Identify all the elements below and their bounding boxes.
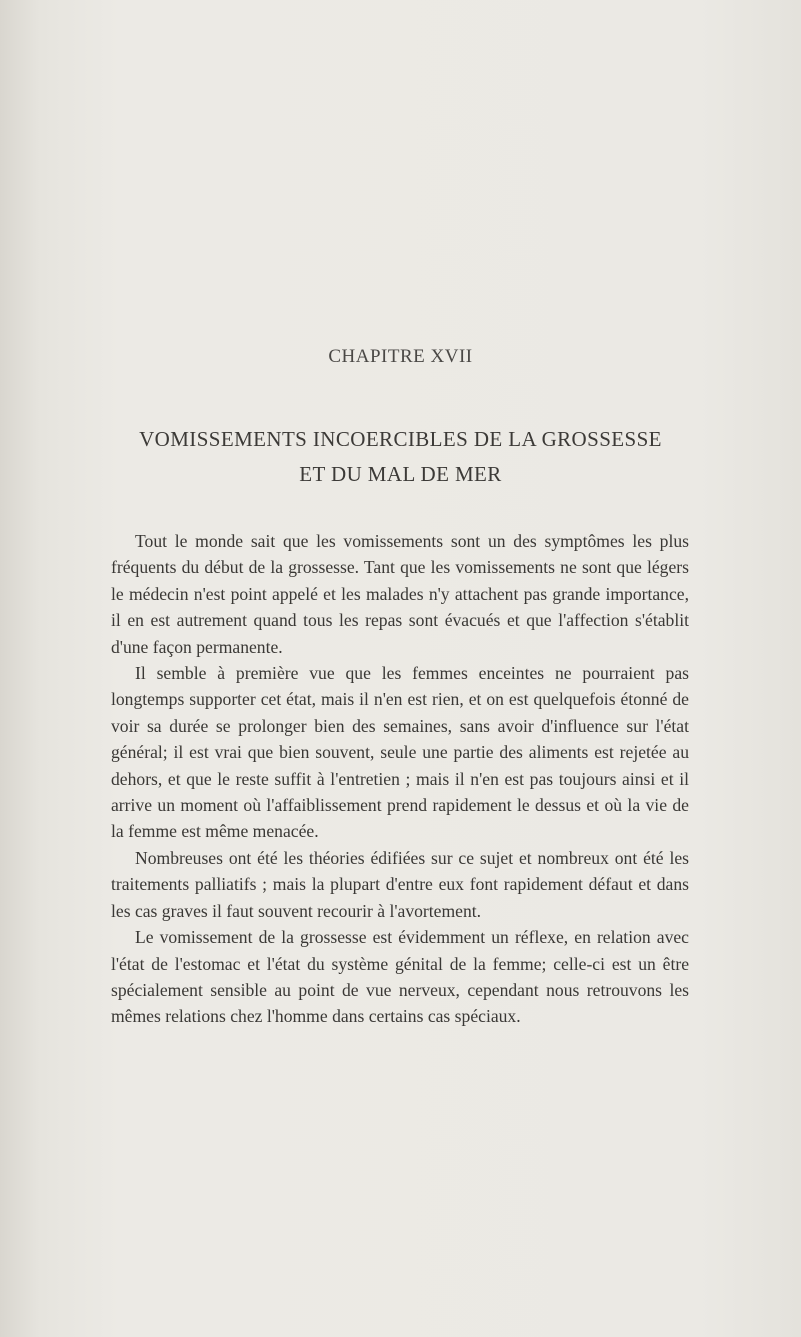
chapter-title-line-2: ET DU MAL DE MER [299, 462, 502, 486]
chapter-heading: CHAPITRE XVII [328, 346, 473, 367]
paragraph: Nombreuses ont été les théories édifiées sur ce sujet et nombreux ont été les traitements palliatifs ; mais la plupart d'entre eux font rapidement défaut et dans les cas graves il faut souvent recourir à l'avortement. [111, 847, 689, 921]
paragraph: Le vomissement de la grossesse est évidemment un réflexe, en relation avec l'état de l'estomac et l'état du système génital de la femme; celle-ci est un être spécialement sensible au point de vue nerveux, cependant nous retrouvons les mêmes relations chez l'homme dans certains cas spéciaux. [111, 927, 689, 1027]
body-text [111, 528, 689, 1030]
paragraph: Il semble à première vue que les femmes enceintes ne pourraient pas longtemps supporter cet état, mais il n'en est rien, et on est quelquefois étonné de voir sa durée se prolonger bien des semaines, sans avoir d'influence sur l'état général; il est vrai que bien souvent, seule une partie des aliments est rejetée au dehors, et que le reste suffit à l'entretien ; mais il n'en est pas toujours ainsi et il arrive un moment où l'affaiblissement prend rapidement le dessus et où la vie de la femme est même menacée. [111, 663, 689, 842]
chapter-title-line-1: VOMISSEMENTS INCOERCIBLES DE LA GROSSESSE [139, 427, 662, 451]
paragraph: Tout le monde sait que les vomissements sont un des symptômes les plus fréquents du début de la grossesse. Tant que les vomissements ne sont que légers le médecin n'est point appelé et les malades n'y attachent pas grande importance, il en est autrement quand tous les repas sont évacués et que l'affection s'établit d'une façon permanente. [111, 531, 689, 657]
